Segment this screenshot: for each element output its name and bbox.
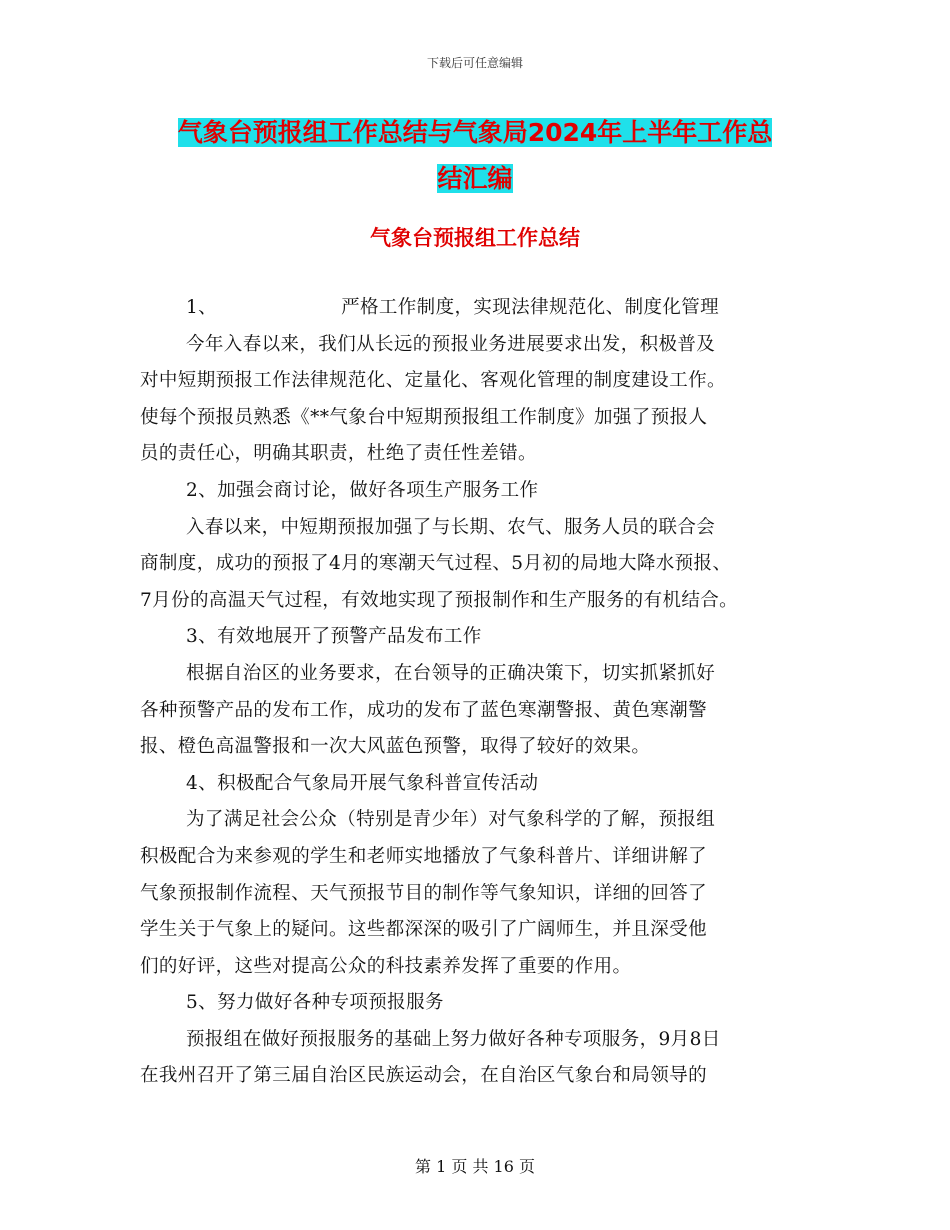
item-2-heading: 2、加强会商讨论，做好各项生产服务工作 xyxy=(186,479,539,501)
page-number-footer: 第 1 页 共 16 页 xyxy=(415,1157,535,1176)
paragraph-line: 员的责任心，明确其职责，杜绝了责任性差错。 xyxy=(140,443,537,465)
paragraph-line: 预报组在做好预报服务的基础上努力做好各种专项服务，9月8日 xyxy=(186,1028,721,1050)
document-title-line-1: 气象台预报组工作总结与气象局2024年上半年工作总 xyxy=(177,118,773,147)
item-4-heading: 4、积极配合气象局开展气象科普宣传活动 xyxy=(186,772,539,794)
item-1-heading-text: 严格工作制度，实现法律规范化、制度化管理 xyxy=(341,297,720,318)
item-1-heading xyxy=(140,290,830,327)
paragraph-line: 报、橙色高温警报和一次大风蓝色预警，取得了较好的效果。 xyxy=(140,736,651,758)
document-body xyxy=(140,290,830,1095)
item-1-number: 1、 xyxy=(186,297,218,318)
paragraph-line: 学生关于气象上的疑问。这些都深深的吸引了广阔师生，并且深受他 xyxy=(140,919,708,941)
paragraph-line: 对中短期预报工作法律规范化、定量化、客观化管理的制度建设工作。 xyxy=(140,370,726,392)
item-5-heading: 5、努力做好各种专项预报服务 xyxy=(186,992,444,1014)
paragraph-line: 为了满足社会公众（特别是青少年）对气象科学的了解，预报组 xyxy=(186,809,716,831)
item-3-heading: 3、有效地展开了预警产品发布工作 xyxy=(186,626,482,648)
paragraph-line: 们的好评，这些对提高公众的科技素养发挥了重要的作用。 xyxy=(140,955,632,977)
section-title: 气象台预报组工作总结 xyxy=(370,226,580,250)
paragraph-line: 积极配合为来参观的学生和老师实地播放了气象科普片、详细讲解了 xyxy=(140,845,708,867)
paragraph-line: 各种预警产品的发布工作，成功的发布了蓝色寒潮警报、黄色寒潮警 xyxy=(140,699,708,721)
paragraph-line: 气象预报制作流程、天气预报节目的制作等气象知识，详细的回答了 xyxy=(140,882,708,904)
header-note: 下载后可任意编辑 xyxy=(426,56,523,70)
paragraph-line: 7月份的高温天气过程，有效地实现了预报制作和生产服务的有机结合。 xyxy=(140,589,739,611)
paragraph-line: 在我州召开了第三届自治区民族运动会，在自治区气象台和局领导的 xyxy=(140,1065,708,1087)
paragraph-line: 使每个预报员熟悉《**气象台中短期预报组工作制度》加强了预报人 xyxy=(140,406,708,428)
document-title-line-2: 结汇编 xyxy=(437,164,513,193)
paragraph-line: 今年入春以来，我们从长远的预报业务进展要求出发，积极普及 xyxy=(186,333,716,355)
paragraph-line: 根据自治区的业务要求，在台领导的正确决策下，切实抓紧抓好 xyxy=(186,662,716,684)
paragraph-line: 商制度，成功的预报了4月的寒潮天气过程、5月初的局地大降水预报、 xyxy=(140,553,732,575)
document-title xyxy=(140,110,810,202)
paragraph-line: 入春以来，中短期预报加强了与长期、农气、服务人员的联合会 xyxy=(186,516,716,538)
